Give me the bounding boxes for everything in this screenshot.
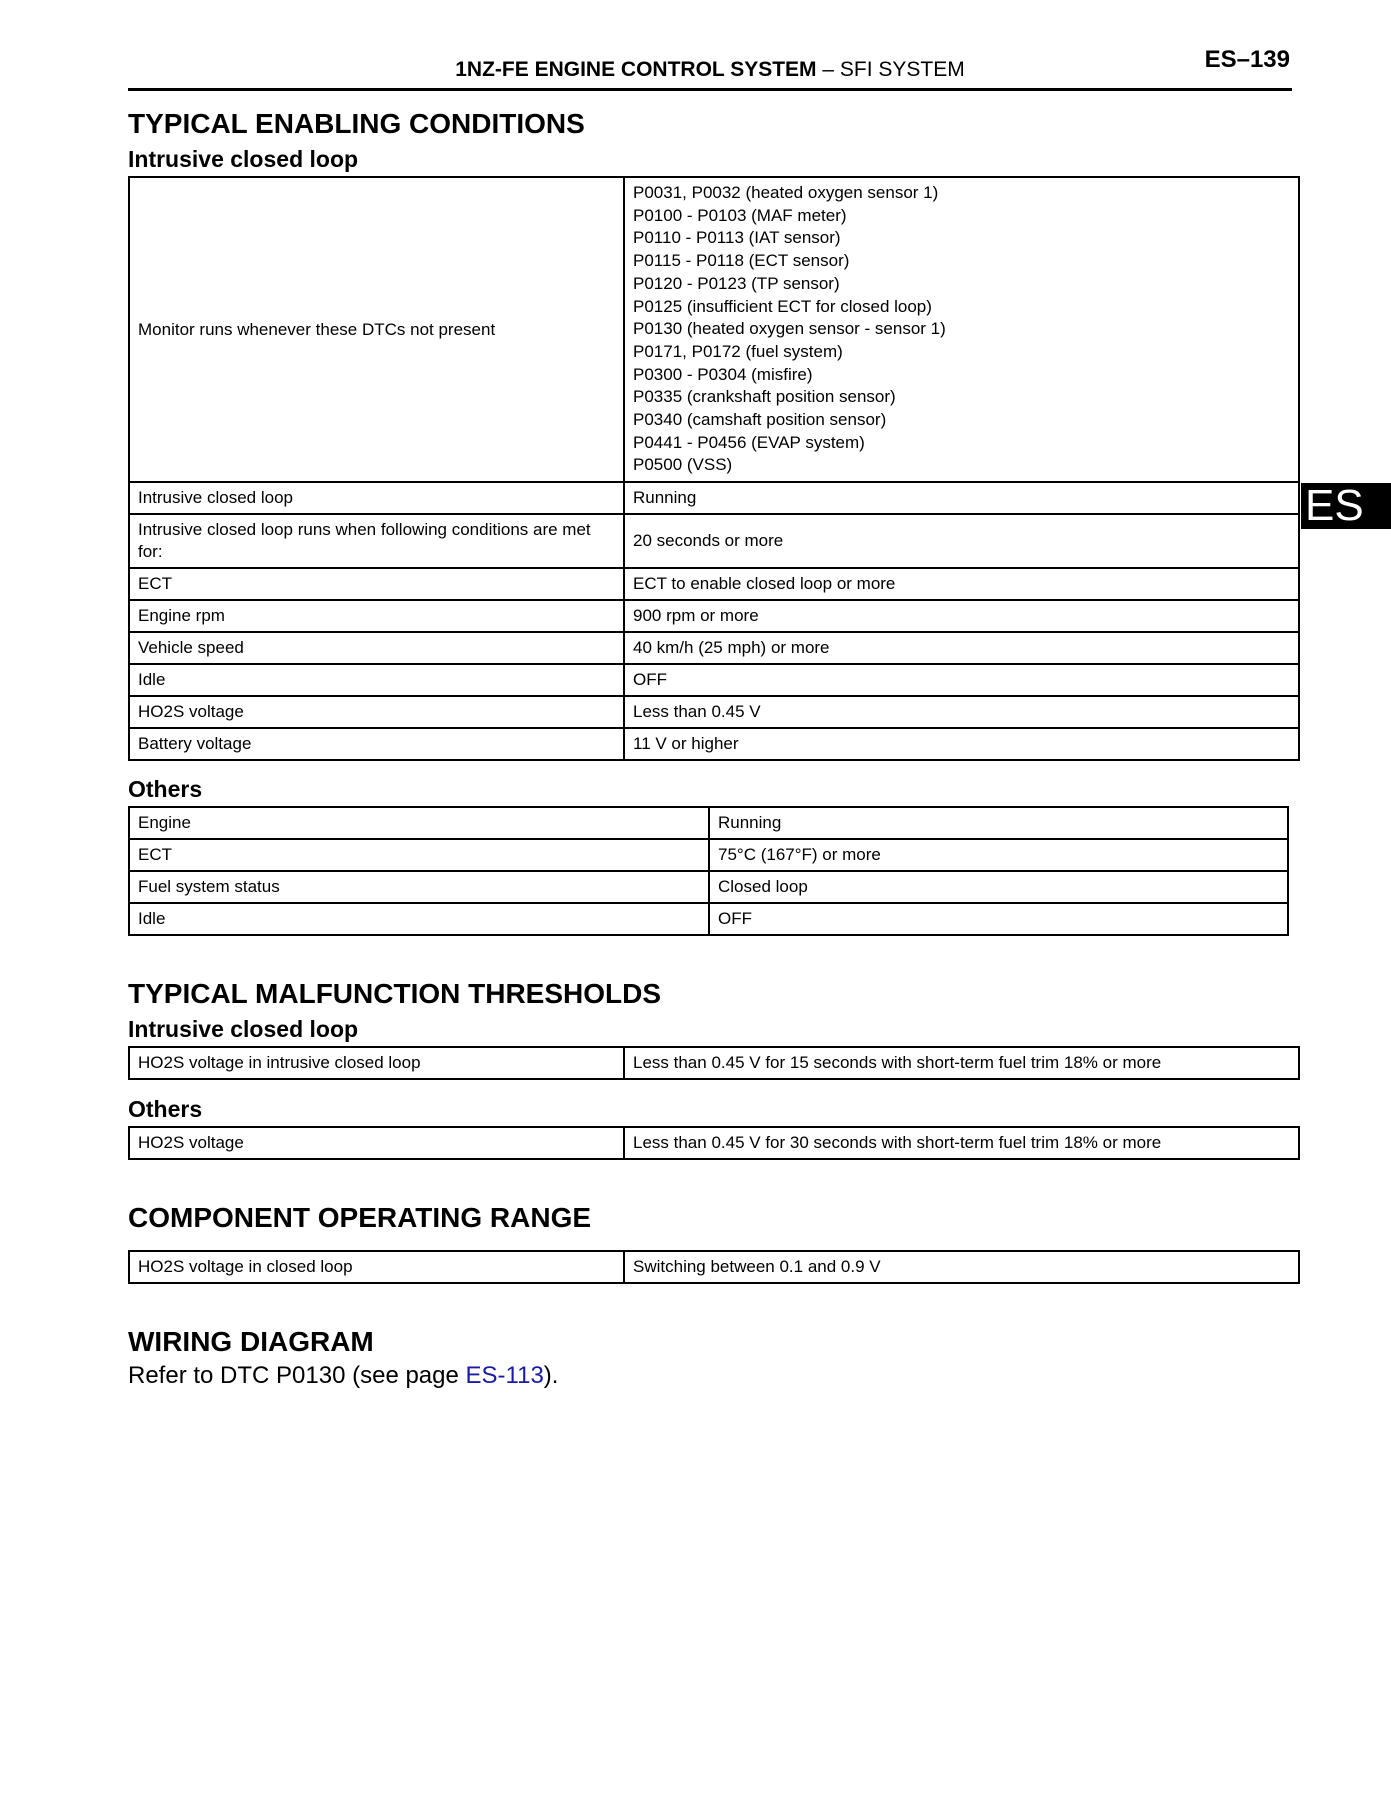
row-label: Engine rpm [129, 600, 624, 632]
row-label: HO2S voltage [129, 1127, 624, 1159]
row-label: Fuel system status [129, 871, 709, 903]
dtc-item: P0110 - P0113 (IAT sensor) [633, 228, 841, 248]
page-number: ES–139 [1204, 46, 1290, 73]
page-reference-link[interactable]: ES-113 [465, 1362, 544, 1389]
row-label: Intrusive closed loop [129, 482, 624, 514]
dtc-list-cell [624, 177, 1299, 482]
table-row [129, 482, 1299, 514]
table-row [129, 568, 1299, 600]
table-row [129, 1251, 1299, 1283]
dtc-item: P0500 (VSS) [633, 455, 733, 475]
row-value: 20 seconds or more [624, 514, 1299, 568]
header-title [128, 58, 1292, 82]
row-label: HO2S voltage in closed loop [129, 1251, 624, 1283]
section-tab: ES [1301, 483, 1391, 529]
row-value: 75°C (167°F) or more [709, 839, 1288, 871]
dtc-item: P0340 (camshaft position sensor) [633, 410, 887, 430]
dtc-label-cell: Monitor runs whenever these DTCs not present [129, 177, 624, 482]
wiring-reference-text [128, 1362, 558, 1390]
dtc-item: P0100 - P0103 (MAF meter) [633, 205, 847, 225]
malfunction-intrusive-table [128, 1046, 1300, 1080]
wiring-text-before: Refer to DTC P0130 (see page [128, 1362, 466, 1389]
page-header [128, 48, 1292, 91]
row-value: Running [624, 482, 1299, 514]
table-row [129, 696, 1299, 728]
row-value: ECT to enable closed loop or more [624, 568, 1299, 600]
malfunction-heading: TYPICAL MALFUNCTION THRESHOLDS [128, 978, 662, 1009]
row-value: Switching between 0.1 and 0.9 V [624, 1251, 1299, 1283]
row-value: Running [709, 807, 1288, 839]
table-row [129, 871, 1288, 903]
table-row [129, 514, 1299, 568]
row-value: Closed loop [709, 871, 1288, 903]
enabling-others-subheading: Others [128, 776, 203, 802]
table-row [129, 600, 1299, 632]
enabling-intrusive-subheading: Intrusive closed loop [128, 146, 359, 172]
enabling-others-table [128, 806, 1289, 936]
table-row [129, 664, 1299, 696]
table-row [129, 1127, 1299, 1159]
operating-range-heading: COMPONENT OPERATING RANGE [128, 1202, 592, 1233]
row-value: 40 km/h (25 mph) or more [624, 632, 1299, 664]
table-row [129, 903, 1288, 935]
malfunction-others-table [128, 1126, 1300, 1160]
row-value: OFF [624, 664, 1299, 696]
row-label: Idle [129, 903, 709, 935]
table-row [129, 177, 1299, 482]
dtc-item: P0031, P0032 (heated oxygen sensor 1) [633, 183, 939, 202]
enabling-heading: TYPICAL ENABLING CONDITIONS [128, 108, 585, 139]
table-row [129, 728, 1299, 760]
row-label: HO2S voltage [129, 696, 624, 728]
row-label: Vehicle speed [129, 632, 624, 664]
malfunction-intrusive-subheading: Intrusive closed loop [128, 1016, 359, 1042]
dtc-item: P0120 - P0123 (TP sensor) [633, 273, 840, 293]
table-row [129, 807, 1288, 839]
row-label: Battery voltage [129, 728, 624, 760]
header-title-main: 1NZ-FE ENGINE CONTROL SYSTEM [455, 58, 817, 81]
wiring-heading: WIRING DIAGRAM [128, 1326, 374, 1357]
wiring-text-after: ). [543, 1362, 559, 1389]
dtc-item: P0130 (heated oxygen sensor - sensor 1) [633, 319, 946, 339]
dtc-item: P0115 - P0118 (ECT sensor) [633, 251, 850, 271]
row-label: ECT [129, 839, 709, 871]
row-label: Engine [129, 807, 709, 839]
table-row [129, 1047, 1299, 1079]
row-value: 11 V or higher [624, 728, 1299, 760]
operating-range-table [128, 1250, 1300, 1284]
table-row [129, 632, 1299, 664]
enabling-intrusive-table [128, 176, 1300, 761]
row-label: Intrusive closed loop runs when following conditions are met for: [129, 514, 624, 568]
row-label: Idle [129, 664, 624, 696]
row-label: HO2S voltage in intrusive closed loop [129, 1047, 624, 1079]
header-title-separator: – [816, 58, 840, 81]
row-value: Less than 0.45 V for 30 seconds with short-term fuel trim 18% or more [624, 1127, 1299, 1159]
dtc-item: P0300 - P0304 (misfire) [633, 364, 813, 384]
dtc-item: P0335 (crankshaft position sensor) [633, 387, 896, 407]
malfunction-others-subheading: Others [128, 1096, 203, 1122]
dtc-item: P0441 - P0456 (EVAP system) [633, 432, 865, 452]
row-value: OFF [709, 903, 1288, 935]
dtc-item: P0171, P0172 (fuel system) [633, 341, 843, 361]
header-title-section: SFI SYSTEM [839, 58, 965, 81]
table-row [129, 839, 1288, 871]
row-value: Less than 0.45 V for 15 seconds with short-term fuel trim 18% or more [624, 1047, 1299, 1079]
row-value: Less than 0.45 V [624, 696, 1299, 728]
row-label: ECT [129, 568, 624, 600]
dtc-item: P0125 (insufficient ECT for closed loop) [633, 296, 932, 316]
row-value: 900 rpm or more [624, 600, 1299, 632]
